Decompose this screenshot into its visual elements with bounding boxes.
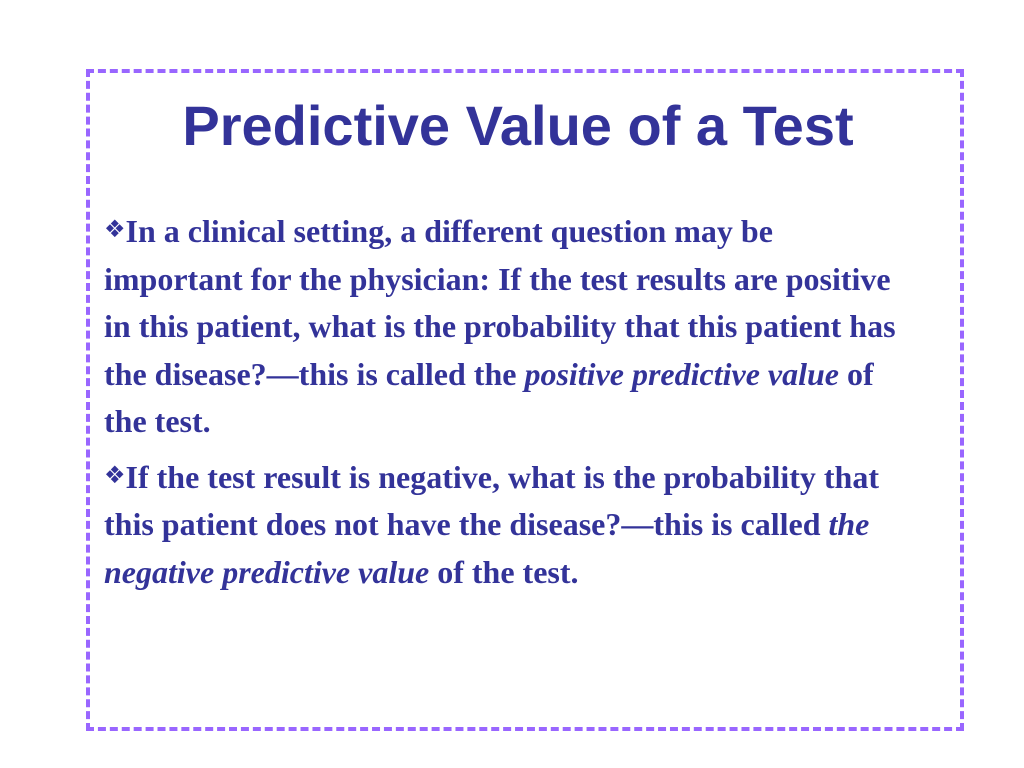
bullet-text: If the test result is negative, what is the probability that this patient does not have the disease?—this is called (104, 458, 879, 542)
bullet-text-end: of the test. (429, 553, 579, 590)
bullet-paragraph-ppv (104, 206, 910, 446)
emphasis-term: positive predictive value (524, 355, 839, 392)
slide-body (104, 206, 910, 602)
slide-title: Predictive Value of a Test (182, 94, 854, 157)
bullet-paragraph-npv (104, 452, 910, 597)
bullet-text-end: of the test. (104, 355, 874, 439)
emphasis-term: the negative predictive value (104, 506, 870, 590)
diamond-bullet-icon: ❖ (104, 460, 126, 489)
bullet-text: In a clinical setting, a different question may be important for the physician: If the test results are positive in this patient, what is the probability that this patient has the disease?—this is called the (104, 213, 896, 392)
diamond-bullet-icon: ❖ (104, 215, 126, 243)
